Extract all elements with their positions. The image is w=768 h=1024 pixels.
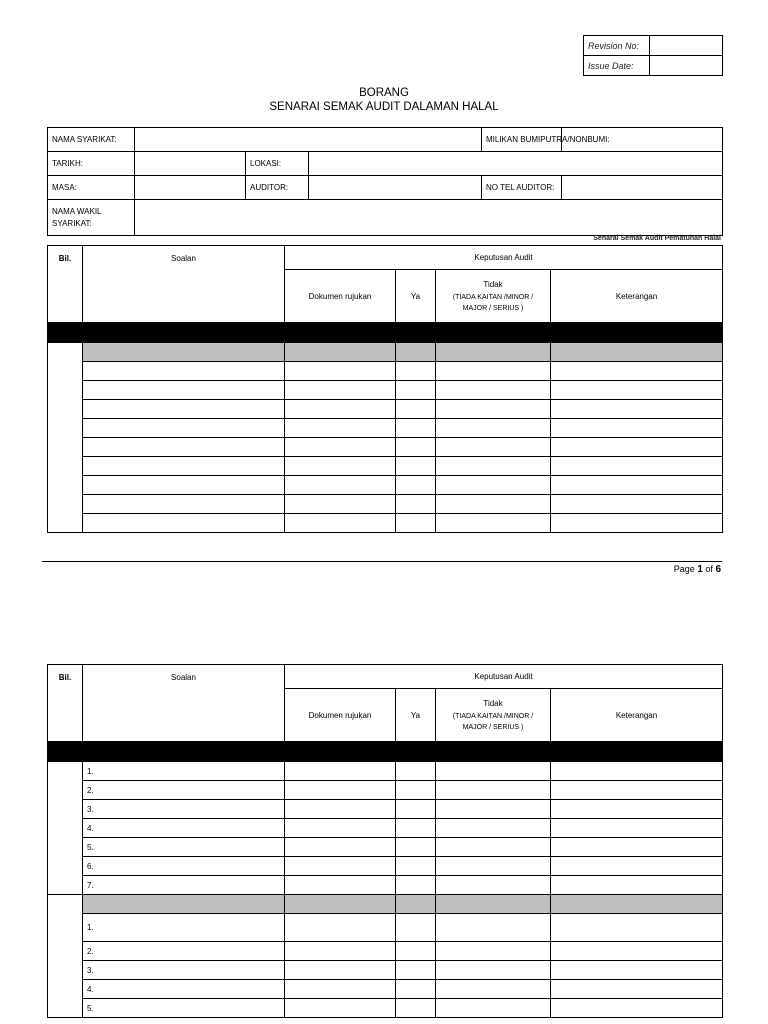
- table-row: [48, 438, 723, 457]
- table-row: [48, 400, 723, 419]
- tidak-label: Tidak: [483, 279, 503, 289]
- question-number: 3.: [83, 800, 285, 819]
- keterangan-header: Keterangan: [551, 270, 723, 323]
- bil-header: Bil.: [48, 665, 83, 742]
- table-row: [48, 980, 723, 999]
- revision-no-value[interactable]: [650, 36, 723, 56]
- company-info-table: [47, 127, 723, 236]
- table-row: [48, 961, 723, 980]
- keputusan-audit-header: Keputusan Audit: [285, 665, 723, 689]
- title-line-1: BORANG: [359, 87, 409, 99]
- tidak-label: Tidak: [483, 698, 503, 708]
- page-label: Page: [673, 564, 695, 574]
- revision-no-label: Revision No:: [584, 36, 650, 56]
- page-number: [674, 564, 721, 575]
- question-number: 4.: [83, 980, 285, 999]
- revision-no-row: [584, 36, 723, 56]
- table-row: [48, 514, 723, 533]
- tidak-header: [436, 689, 551, 742]
- bil-cell: [48, 895, 83, 1018]
- section-bar-cell: [48, 742, 723, 762]
- table-row: [48, 457, 723, 476]
- subsection-cell: [83, 343, 285, 362]
- page-of: of: [705, 564, 713, 574]
- revision-box: [583, 35, 723, 76]
- auditor-field[interactable]: [309, 176, 482, 200]
- ya-header: Ya: [396, 270, 436, 323]
- table-row: [48, 476, 723, 495]
- tidak-sub-label: (TIADA KAITAN /MINOR / MAJOR / SERIUS ): [452, 712, 534, 731]
- bil-cell: [48, 343, 83, 533]
- info-row-time: [48, 176, 723, 200]
- table-row: [48, 942, 723, 961]
- table-row: [48, 876, 723, 895]
- tarikh-field[interactable]: [135, 152, 246, 176]
- checklist-note: Senarai Semak Audit Pematuhan Halal: [593, 235, 721, 242]
- soalan-header: Soalan: [83, 665, 285, 742]
- table-row: [48, 781, 723, 800]
- issue-date-row: [584, 56, 723, 76]
- no-tel-auditor-label: NO TEL AUDITOR:: [482, 176, 562, 200]
- issue-date-label: Issue Date:: [584, 56, 650, 76]
- question-number: 7.: [83, 876, 285, 895]
- header-row-1: [48, 665, 723, 689]
- subsection-bar: [48, 343, 723, 362]
- keputusan-audit-header: Keputusan Audit: [285, 246, 723, 270]
- subsection-cell: [83, 895, 285, 914]
- table-row: [48, 838, 723, 857]
- title-line-2: SENARAI SEMAK AUDIT DALAMAN HALAL: [269, 101, 499, 113]
- section-bar-cell: [48, 323, 723, 343]
- question-number: 1.: [83, 762, 285, 781]
- audit-checklist-table-1: [47, 245, 723, 533]
- auditor-label: AUDITOR:: [246, 176, 309, 200]
- subsection-bar: [48, 895, 723, 914]
- footer-divider: [42, 561, 722, 562]
- table-row: [48, 419, 723, 438]
- nama-syarikat-field[interactable]: [135, 128, 482, 152]
- question-number: 3.: [83, 961, 285, 980]
- info-row-company: [48, 128, 723, 152]
- soalan-header: Soalan: [83, 246, 285, 323]
- dokumen-rujukan-header: Dokumen rujukan: [285, 689, 396, 742]
- table-row: [48, 495, 723, 514]
- dokumen-rujukan-header: Dokumen rujukan: [285, 270, 396, 323]
- table-row: [48, 362, 723, 381]
- lokasi-label: LOKASI:: [246, 152, 309, 176]
- section-bar: [48, 742, 723, 762]
- section-bar: [48, 323, 723, 343]
- ya-header: Ya: [396, 689, 436, 742]
- table-row: [48, 819, 723, 838]
- keterangan-header: Keterangan: [551, 689, 723, 742]
- no-tel-auditor-field[interactable]: [562, 176, 723, 200]
- tarikh-label: TARIKH:: [48, 152, 135, 176]
- header-row-1: [48, 246, 723, 270]
- tidak-sub-label: (TIADA KAITAN /MINOR / MAJOR / SERIUS ): [452, 293, 534, 312]
- tidak-header: [436, 270, 551, 323]
- table-row: [48, 999, 723, 1018]
- masa-field[interactable]: [135, 176, 246, 200]
- table-row: [48, 381, 723, 400]
- question-number: 2.: [83, 942, 285, 961]
- bil-cell: [48, 762, 83, 895]
- nama-wakil-field[interactable]: [135, 200, 723, 236]
- issue-date-value[interactable]: [650, 56, 723, 76]
- milikan-label: MILIKAN BUMIPUTRA/NONBUMI:: [482, 128, 562, 152]
- table-row: [48, 762, 723, 781]
- table-row: [48, 857, 723, 876]
- question-number: 6.: [83, 857, 285, 876]
- info-row-rep: [48, 200, 723, 236]
- page-current: 1: [697, 564, 703, 575]
- bil-header: Bil.: [48, 246, 83, 323]
- table-row: [48, 914, 723, 942]
- lokasi-field[interactable]: [309, 152, 723, 176]
- question-number: 1.: [83, 914, 285, 942]
- nama-syarikat-label: NAMA SYARIKAT:: [48, 128, 135, 152]
- question-number: 5.: [83, 838, 285, 857]
- masa-label: MASA:: [48, 176, 135, 200]
- question-number: 5.: [83, 999, 285, 1018]
- info-row-date: [48, 152, 723, 176]
- audit-checklist-table-2: [47, 664, 723, 1018]
- nama-wakil-label: NAMA WAKIL SYARIKAT:: [48, 200, 135, 236]
- question-number: 2.: [83, 781, 285, 800]
- page-total: 6: [715, 564, 721, 575]
- document-title: [0, 86, 768, 114]
- table-row: [48, 800, 723, 819]
- question-number: 4.: [83, 819, 285, 838]
